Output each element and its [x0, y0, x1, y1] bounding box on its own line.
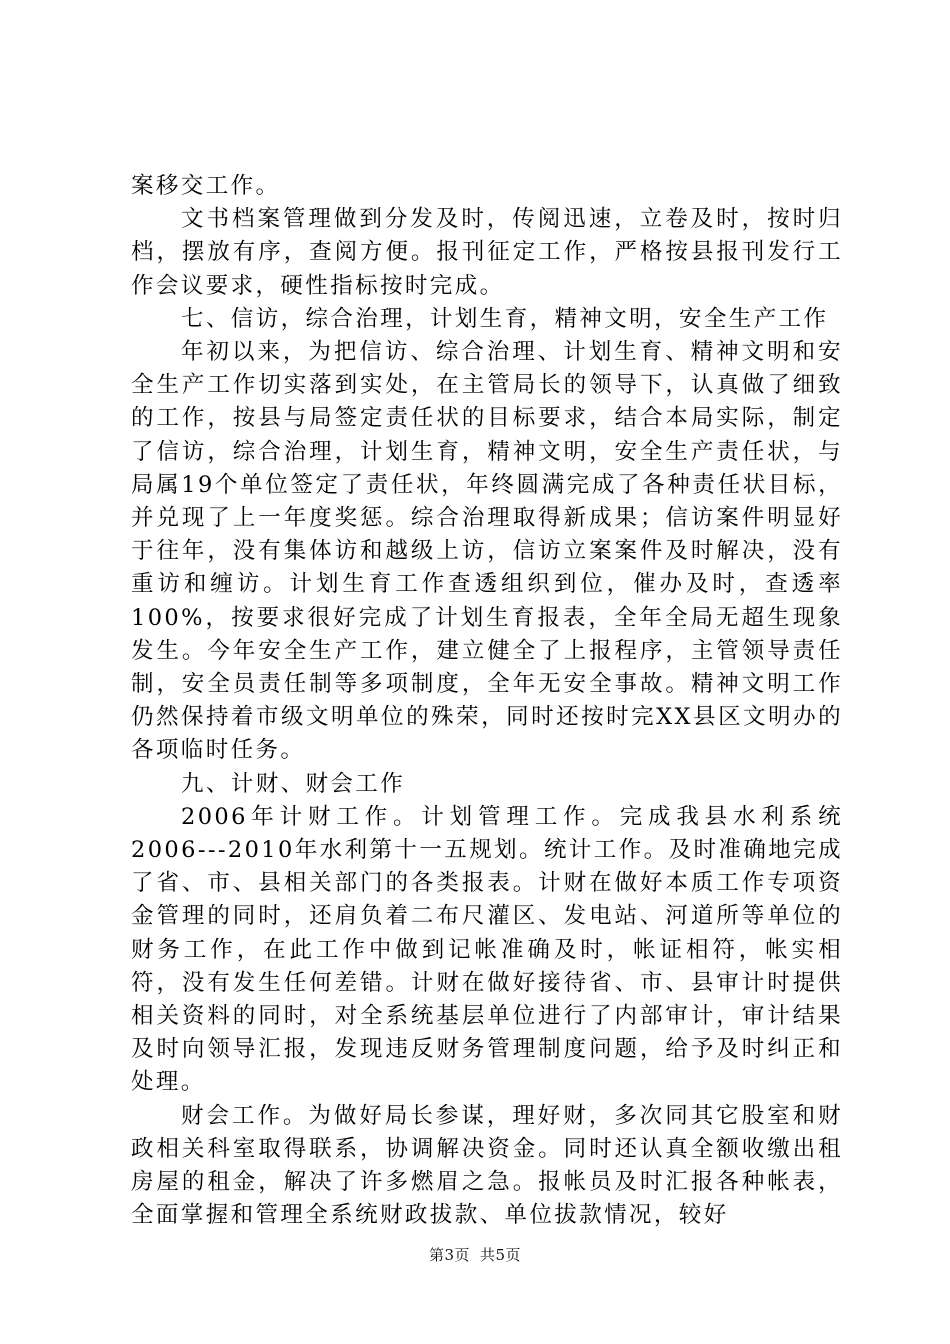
paragraph-planning-finance: 2006年计财工作。计划管理工作。完成我县水利系统2006---2010年水利第十一五规划。统计工作。及时准确地完成了省、市、县相关部门的各类报表。计财在做好本质工作专项资金管理的同时，还肩负着二布尺灌区、发电站、河道所等单位的财务工作，在此工作中做到记帐准确及时，帐证相符，帐实相符，没有发生任何差错。计财在做好接待省、市、县审计时提供相关资料的同时，对全系统基层单位进行了内部审计，审计结果及时向领导汇报，发现违反财务管理制度问题，给予及时纠正和处理。 [131, 803, 843, 1096]
page-number: 第3页 [428, 1246, 470, 1264]
paragraph-petition-safety: 年初以来，为把信访、综合治理、计划生育、精神文明和安全生产工作切实落到实处，在主管局长的领导下，认真做了细致的工作，按县与局签定责任状的目标要求，结合本局实际，制定了信访，综合治理，计划生育，精神文明，安全生产责任状，与局属19个单位签定了责任状，年终圆满完成了各种责任状目标，并兑现了上一年度奖惩。综合治理取得新成果；信访案件明显好于往年，没有集体访和越级上访，信访立案案件及时解决，没有重访和缠访。计划生育工作查透组织到位，催办及时，查透率100%，按要求很好完成了计划生育报表，全年全局无超生现象发生。今年安全生产工作，建立健全了上报程序，主管领导责任制，安全员责任制等多项制度，全年无安全事故。精神文明工作仍然保持着市级文明单位的殊荣，同时还按时完XX县区文明办的各项临时任务。 [131, 339, 843, 764]
page-total: 共5页 [480, 1246, 522, 1264]
paragraph-accounting: 财会工作。为做好局长参谋，理好财，多次同其它股室和财政相关科室取得联系，协调解决资金。同时还认真全额收缴出租房屋的租金，解决了许多燃眉之急。报帐员及时汇报各种帐表，全面掌握和管理全系统财政拔款、单位拔款情况，较好 [131, 1102, 843, 1229]
section-heading-nine: 九、计财、财会工作 [181, 770, 406, 797]
page-footer [0, 1244, 950, 1265]
paragraph-archive-transfer: 案移交工作。 [131, 173, 281, 199]
paragraph-document-archives: 文书档案管理做到分发及时，传阅迅速，立卷及时，按时归档，摆放有序，查阅方便。报刊征定工作，严格按县报刊发行工作会议要求，硬性指标按时完成。 [131, 206, 843, 299]
section-heading-seven: 七、信访，综合治理，计划生育，精神文明，安全生产工作 [181, 305, 829, 332]
document-body [131, 170, 843, 1233]
